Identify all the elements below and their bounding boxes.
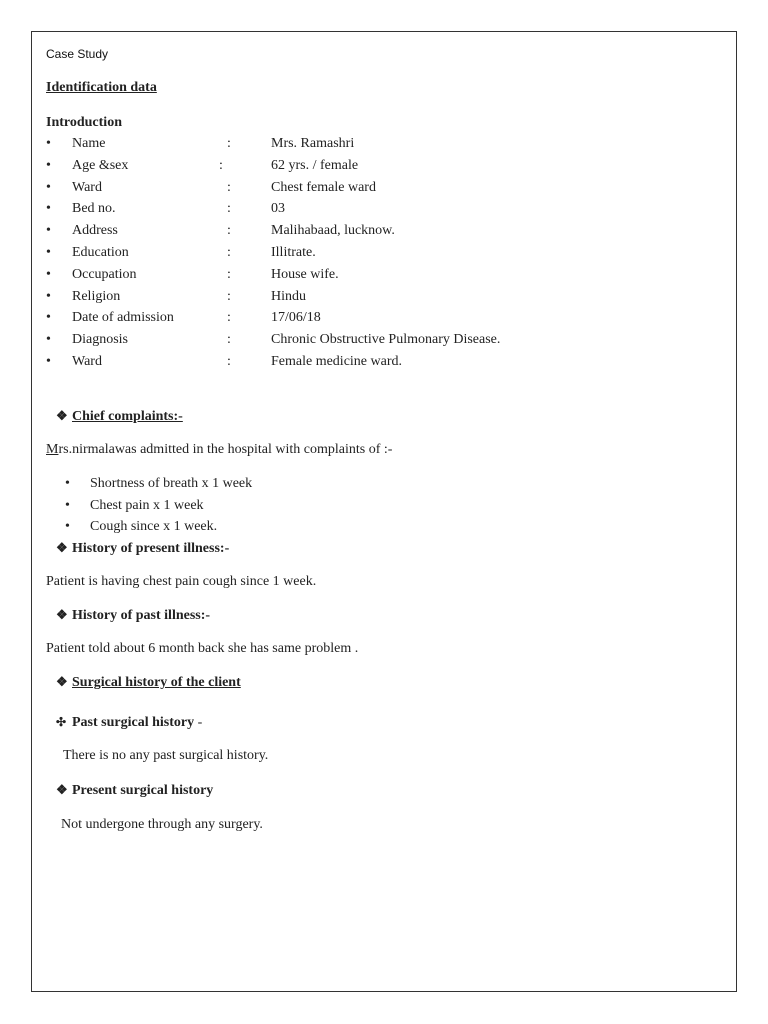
chief-complaints-heading [56,408,183,425]
identification-colon: : [227,354,231,369]
present-illness-heading [56,540,229,557]
identification-row [46,310,606,328]
identification-value: 62 yrs. / female [271,157,359,173]
introduction-heading: Introduction [46,115,122,130]
identification-row [46,158,606,176]
identification-label: Bed no. [72,201,116,217]
past-surgical-text: There is no any past surgical history. [63,748,269,763]
identification-data-heading: Identification data [46,80,157,95]
present-surgical-label: Present surgical history [72,783,214,798]
identification-colon: : [227,179,231,195]
diamond-star-icon: ❖ [56,408,68,423]
identification-value: Chronic Obstructive Pulmonary Disease. [271,332,501,348]
past-surgical-heading [56,715,202,731]
outline-star-icon: ✣ [56,715,67,729]
complaint-text: Chest pain x 1 week [90,497,204,513]
diamond-star-icon: ❖ [56,607,68,622]
identification-label: Age &sex [72,157,129,173]
bullet-icon: • [46,288,51,304]
complaint-text: Shortness of breath x 1 week [90,476,253,491]
bullet-icon: • [46,223,51,239]
identification-row [46,267,606,285]
identification-row [46,201,606,219]
identification-label: Diagnosis [72,332,128,348]
identification-value: Mrs. Ramashri [271,136,355,151]
bullet-icon: • [46,136,51,151]
identification-row [46,136,606,154]
past-illness-text: Patient told about 6 month back she has same problem . [46,641,359,656]
diamond-star-icon: ❖ [56,540,68,555]
complaint-item [65,498,365,516]
present-surgical-text: Not undergone through any surgery. [61,817,263,832]
identification-value: 03 [271,201,285,217]
bullet-icon: • [46,179,51,195]
identification-row [46,332,606,350]
identification-row [46,180,606,198]
chief-complaints-label: Chief complaints:- [72,409,183,424]
case-study-title: Case Study [46,47,109,61]
identification-label: Education [72,245,129,260]
complaint-item [65,519,365,537]
identification-label: Ward [72,179,102,195]
complaint-item [65,476,365,494]
bullet-icon: • [46,354,51,369]
identification-row [46,245,606,263]
identification-label: Religion [72,288,121,304]
identification-colon: : [227,310,231,326]
identification-row [46,289,606,307]
present-surgical-heading [56,782,213,799]
complaint-text: Cough since x 1 week. [90,519,218,534]
past-surgical-dash: - [194,715,203,730]
bullet-icon: • [65,519,70,534]
identification-colon: : [227,266,231,282]
bullet-icon: • [65,476,70,491]
bullet-icon: • [46,157,51,173]
bullet-icon: • [46,201,51,217]
chief-intro-text: rs.nirmalawas admitted in the hospital with complaints of :- [58,442,393,457]
bullet-icon: • [46,310,51,326]
bullet-icon: • [46,245,51,260]
present-illness-text: Patient is having chest pain cough since 1 week. [46,574,317,589]
bullet-icon: • [46,266,51,282]
present-illness-label: History of present illness:- [72,541,230,556]
diamond-star-icon: ❖ [56,782,68,797]
diamond-star-icon: ❖ [56,674,68,689]
identification-value: Illitrate. [271,245,316,260]
surgical-history-label: Surgical history of the client [72,675,241,690]
identification-label: Name [72,136,106,151]
past-illness-label: History of past illness:- [72,608,211,623]
identification-row [46,223,606,241]
identification-value: House wife. [271,266,339,282]
identification-label: Address [72,223,118,239]
identification-value: Hindu [271,288,306,304]
identification-colon: : [227,223,231,239]
identification-colon: : [227,136,231,151]
chief-intro-initial: M [46,442,59,457]
identification-colon: : [227,332,231,348]
identification-value: 17/06/18 [271,310,321,326]
bullet-icon: • [46,332,51,348]
past-illness-heading [56,607,210,624]
identification-row [46,354,606,372]
identification-colon: : [227,288,231,304]
identification-value: Malihabaad, lucknow. [271,223,395,239]
identification-label: Ward [72,354,102,369]
identification-value: Chest female ward [271,179,376,195]
identification-colon: : [227,245,231,260]
identification-label: Date of admission [72,310,174,326]
past-surgical-label: Past surgical history [72,715,195,730]
identification-colon: : [227,201,231,217]
identification-colon: : [219,157,223,173]
chief-complaints-intro [46,442,392,458]
bullet-icon: • [65,497,70,513]
identification-value: Female medicine ward. [271,354,403,369]
identification-label: Occupation [72,266,137,282]
surgical-history-heading [56,674,241,691]
